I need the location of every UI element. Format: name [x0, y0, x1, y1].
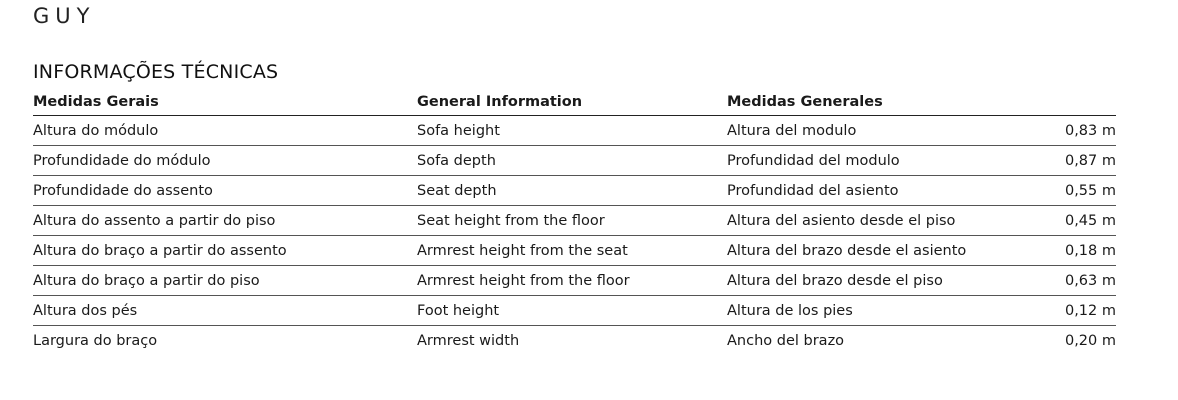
cell-es: Ancho del brazo: [727, 332, 845, 349]
table-header-row: [33, 88, 1116, 116]
cell-pt: Altura do módulo: [33, 116, 417, 146]
cell-en: Foot height: [417, 296, 727, 326]
cell-value: 0,12 m: [1027, 296, 1116, 326]
cell-es: Altura de los pies: [727, 296, 1027, 326]
cell-es: Profundidad del asiento: [727, 176, 1027, 206]
cell-pt: Altura do braço a partir do piso: [33, 266, 417, 296]
cell-en: Seat height from the floor: [417, 206, 727, 236]
table-row: [33, 266, 1116, 296]
table-row: [33, 116, 1116, 146]
cell-es: Profundidad del modulo: [727, 146, 1027, 176]
table-row: [33, 236, 1116, 266]
cell-value: 0,45 m: [1027, 206, 1116, 236]
table-row: [33, 326, 1116, 356]
header-pt: Medidas Gerais: [33, 88, 417, 116]
cell-en: Armrest height from the floor: [417, 266, 727, 296]
product-name: GUY: [33, 4, 96, 28]
cell-value: 0,83 m: [1027, 116, 1116, 146]
cell-value: 0,63 m: [1027, 266, 1116, 296]
cell-en: Sofa depth: [417, 146, 727, 176]
header-value: [1027, 88, 1116, 116]
cell-value: 0,20 m: [1064, 332, 1116, 349]
cell-es: Altura del asiento desde el piso: [727, 206, 1027, 236]
table-row: [33, 206, 1116, 236]
cell-es: Altura del brazo desde el piso: [727, 266, 1027, 296]
cell-value: 0,55 m: [1027, 176, 1116, 206]
cell-value: 0,18 m: [1027, 236, 1116, 266]
cell-pt: Altura do assento a partir do piso: [33, 206, 417, 236]
table-row: [33, 296, 1116, 326]
cell-en: Armrest width: [417, 332, 520, 349]
cell-pt: Profundidade do assento: [33, 176, 417, 206]
table-row: [33, 146, 1116, 176]
cell-es: Altura del modulo: [727, 116, 1027, 146]
cell-en: Sofa height: [417, 116, 727, 146]
header-en: General Information: [417, 88, 727, 116]
section-title: INFORMAÇÕES TÉCNICAS: [33, 61, 279, 83]
cell-pt: Largura do braço: [33, 332, 158, 349]
cell-en: Seat depth: [417, 176, 727, 206]
cell-pt: Altura dos pés: [33, 296, 417, 326]
cell-value: 0,87 m: [1027, 146, 1116, 176]
cell-en: Armrest height from the seat: [417, 236, 727, 266]
cell-es: Altura del brazo desde el asiento: [727, 236, 1027, 266]
cell-pt: Altura do braço a partir do assento: [33, 236, 417, 266]
header-es: Medidas Generales: [727, 88, 1027, 116]
table-row: [33, 176, 1116, 206]
spec-table: [33, 88, 1116, 355]
cell-pt: Profundidade do módulo: [33, 146, 417, 176]
